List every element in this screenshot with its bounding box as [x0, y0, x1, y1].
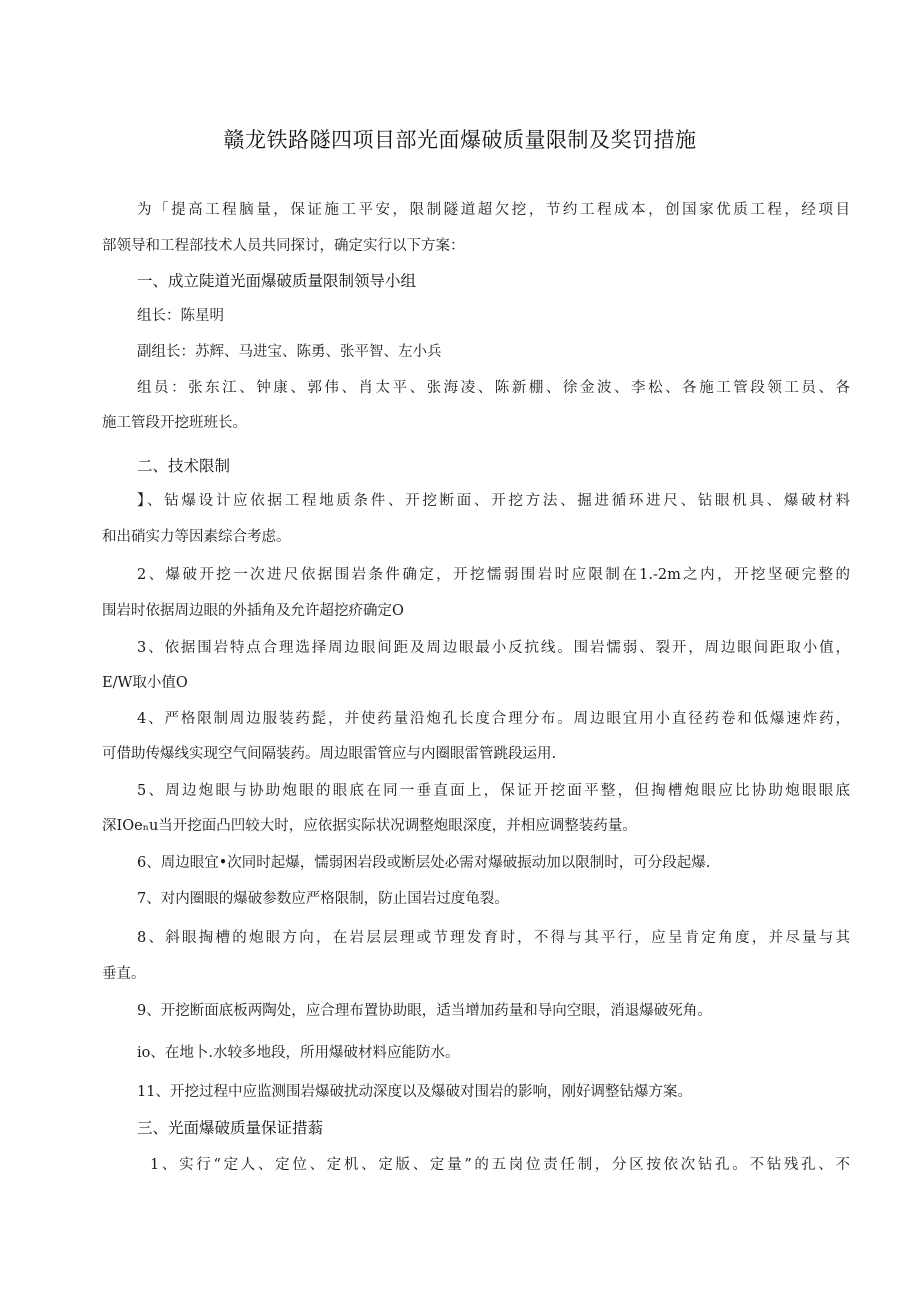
tech-item-2-line-1: 2、爆破开挖一次进尺依据围岩条件确定，开挖懦弱围岩时应限制在1.-2m之内，开挖坚硬完整的: [137, 567, 850, 583]
tech-item-8-line-2: 垂直。: [102, 966, 146, 982]
tech-item-9: 9、开挖断面底板两陶处，应合理布置协助眼，适当增加药量和导向空眼，消退爆破死角。: [137, 1003, 712, 1019]
section-2-heading: 二、技术限制: [137, 457, 231, 475]
tech-item-1-line-1: 】、钻爆设计应依据工程地质条件、开挖断面、开挖方法、掘进循环进尺、钻眼机具、爆破材料: [137, 493, 850, 509]
measure-item-1-line-1: 1、实行“定人、定位、定机、定版、定量”的五岗位责任制，分区按依次钻孔。不钻残孔、不: [150, 1157, 850, 1173]
tech-item-5-line-1: 5、周边炮眼与协助炮眼的眼底在同一垂直面上，保证开挖面平整，但掏槽炮眼应比协助炮眼眼底: [137, 783, 850, 799]
tech-item-4-line-1: 4、严格限制周边服装药髭，并使药量沿炮孔长度合理分布。周边眼宜用小直径药卷和低爆速炸药，: [137, 711, 850, 727]
group-leader: 组长：陈星明: [137, 308, 224, 324]
group-members-line-2: 施工管段开挖班班长。: [102, 415, 247, 431]
tech-item-8-line-1: 8、斜眼掏槽的炮眼方向，在岩层层理或节理发育时，不得与其平行，应呈肯定角度，并尽量与其: [137, 930, 850, 946]
document-title: 赣龙铁路隧四项目部光面爆破质量限制及奖罚措施: [223, 128, 697, 152]
tech-item-5-line-2: 深IOeₙu当开挖面凸凹较大时，应依据实际状况调整炮眼深度，并相应调整装药量。: [102, 818, 637, 834]
tech-item-11: 11、开挖过程中应监测围岩爆破扰动深度以及爆破对围岩的影响，刚好调整钻爆方案。: [137, 1084, 692, 1100]
group-deputy: 副组长：苏辉、马进宝、陈勇、张平智、左小兵: [137, 344, 442, 360]
tech-item-6: 6、周边眼宜•次同时起爆，懦弱困岩段或断层处必需对爆破振动加以限制时，可分段起爆.: [137, 855, 711, 871]
tech-item-2-line-2: 围岩时依据周边眼的外插角及允许超挖疥确定O: [102, 603, 404, 619]
group-members-line-1: 组员：张东江、钟康、郭伟、肖太平、张海凌、陈新棚、徐金波、李松、各施工管段领工员、各: [137, 380, 850, 396]
intro-line-1: 为「提高工程脑量，保证施工平安，限制隧道超欠挖，节约工程成本，创国家优质工程，经项目: [137, 202, 850, 218]
intro-line-2: 部领导和工程部技术人员共同探讨，确定实行以下方案：: [102, 238, 465, 254]
section-3-heading: 三、光面爆破质量保证措蓊: [137, 1119, 324, 1137]
tech-item-1-line-2: 和出硝实力等因素综合考虑。: [102, 529, 291, 545]
tech-item-3-line-2: E/W取小值O: [102, 675, 188, 691]
tech-item-7: 7、对内圈眼的爆破参数应严格限制，防止国岩过度龟裂。: [137, 891, 509, 907]
tech-item-3-line-1: 3、依据围岩特点合理选择周边眼间距及周边眼最小反抗线。围岩懦弱、裂开，周边眼间距取小值，: [137, 640, 850, 656]
section-1-heading: 一、成立陡道光面爆破质量限制领导小组: [137, 272, 417, 290]
tech-item-4-line-2: 可借助传爆线实现空气间隔装药。周边眼雷管应与内圈眼雷管跳段运用.: [102, 746, 557, 762]
tech-item-10: io、在地卜.水较多地段，所用爆破材料应能防水。: [137, 1045, 460, 1061]
